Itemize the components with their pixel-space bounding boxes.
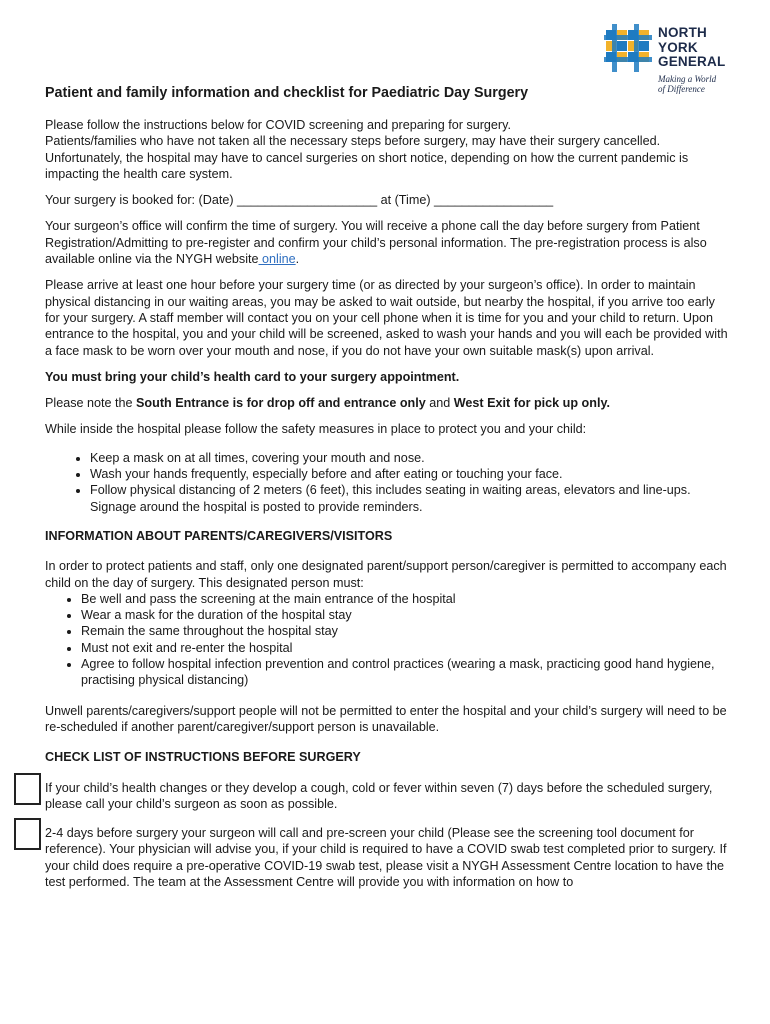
- parents-list: [45, 591, 730, 689]
- list-item: • Wash your hands frequently, especially before and after eating or touching your face.: [90, 466, 730, 482]
- logo-tagline: Making a World of Difference: [658, 74, 717, 94]
- list-item: • Keep a mask on at all times, covering your mouth and nose.: [90, 450, 730, 466]
- checklist-item: 2-4 days before surgery your surgeon will call and pre-screen your child (Please see the screening tool document for reference). Your physician will advise you, if your child is required to have a COVID swab test completed prior to surgery. If your child does require a pre-operative COVID-19 swab test, please visit a NYGH Assessment Centre location to have the test performed. The team at the Assessment Centre will provide you with information on how to: [45, 825, 730, 890]
- parents-intro: In order to protect patients and staff, only one designated parent/support person/caregiver is permitted to accompany each child on the day of surgery. This designated person must:: [45, 559, 727, 590]
- checklist-item: If your child’s health changes or they develop a cough, cold or fever within seven (7) days before the scheduled surgery, please call your child’s surgeon as soon as possible.: [45, 780, 730, 813]
- logo-name: NORTH YORK GENERAL: [658, 25, 726, 69]
- intro-paragraph: Please follow the instructions below for COVID screening and preparing for surgery. Patients/families who have not taken all the necessary steps before surgery, may have their surgery cancelled. Unfortunately, the hospital may have to cancel surgeries on short notice, depending on how the current pandemic is impacting the health care system.: [45, 118, 689, 181]
- document-body: [45, 84, 730, 890]
- health-card-notice: You must bring your child’s health card to your surgery appointment.: [45, 369, 460, 384]
- list-item: • Must not exit and re-enter the hospital: [81, 640, 730, 656]
- booking-line: Your surgery is booked for: (Date) ____________________ at (Time) _________________: [45, 193, 554, 208]
- list-item: • Wear a mask for the duration of the hospital stay: [81, 607, 730, 623]
- list-item: • Be well and pass the screening at the main entrance of the hospital: [81, 591, 730, 607]
- entrance-paragraph: Please note the South Entrance is for drop off and entrance only and West Exit for pick up only.: [45, 396, 611, 411]
- list-item: • Agree to follow hospital infection prevention and control practices (wearing a mask, practicing good hand hygiene, practising physical distancing): [81, 656, 730, 689]
- list-item: • Remain the same throughout the hospital stay: [81, 623, 730, 639]
- checkbox[interactable]: [14, 773, 41, 805]
- checkbox[interactable]: [14, 818, 41, 850]
- page-title: Patient and family information and checklist for Paediatric Day Surgery: [45, 85, 529, 101]
- surgeon-office-paragraph: Your surgeon’s office will confirm the time of surgery. You will receive a phone call the day before surgery from Patient Registration/Admitting to pre-register and confirm your child’s personal information. The pre-registration process is also available online via the NYGH website online.: [45, 219, 707, 267]
- parents-heading: INFORMATION ABOUT PARENTS/CAREGIVERS/VISITORS: [45, 528, 393, 543]
- checklist-heading: CHECK LIST OF INSTRUCTIONS BEFORE SURGERY: [45, 750, 361, 765]
- logo-quilt-icon: [604, 24, 652, 72]
- list-item: • Follow physical distancing of 2 meters (6 feet), this includes seating in waiting areas, elevators and line-ups. Signage around the hospital is posted to provide reminders.: [90, 482, 730, 515]
- unwell-paragraph: Unwell parents/caregivers/support people will not be permitted to enter the hospital and your child’s surgery will need to be re-scheduled if another parent/caregiver/support person is unavailable.: [45, 703, 727, 734]
- arrival-paragraph: Please arrive at least one hour before your surgery time (or as directed by your surgeon’s office). In order to maintain physical distancing in our waiting areas, you may be asked to wait outside, but nearby the hospital, if you arrive too early for your surgery. A staff member will contact you on your cell phone when it is time for you and your child to return. Upon entrance to the hospital, you and your child will be screened, asked to wash your hands and you will each be provided with a face mask to be worn over your mouth and nose, if you do not have your own suitable mask(s) upon arrival.: [45, 278, 728, 358]
- online-link[interactable]: online: [258, 252, 296, 267]
- safety-list: [45, 450, 730, 515]
- safety-intro: While inside the hospital please follow the safety measures in place to protect you and your child:: [45, 422, 587, 437]
